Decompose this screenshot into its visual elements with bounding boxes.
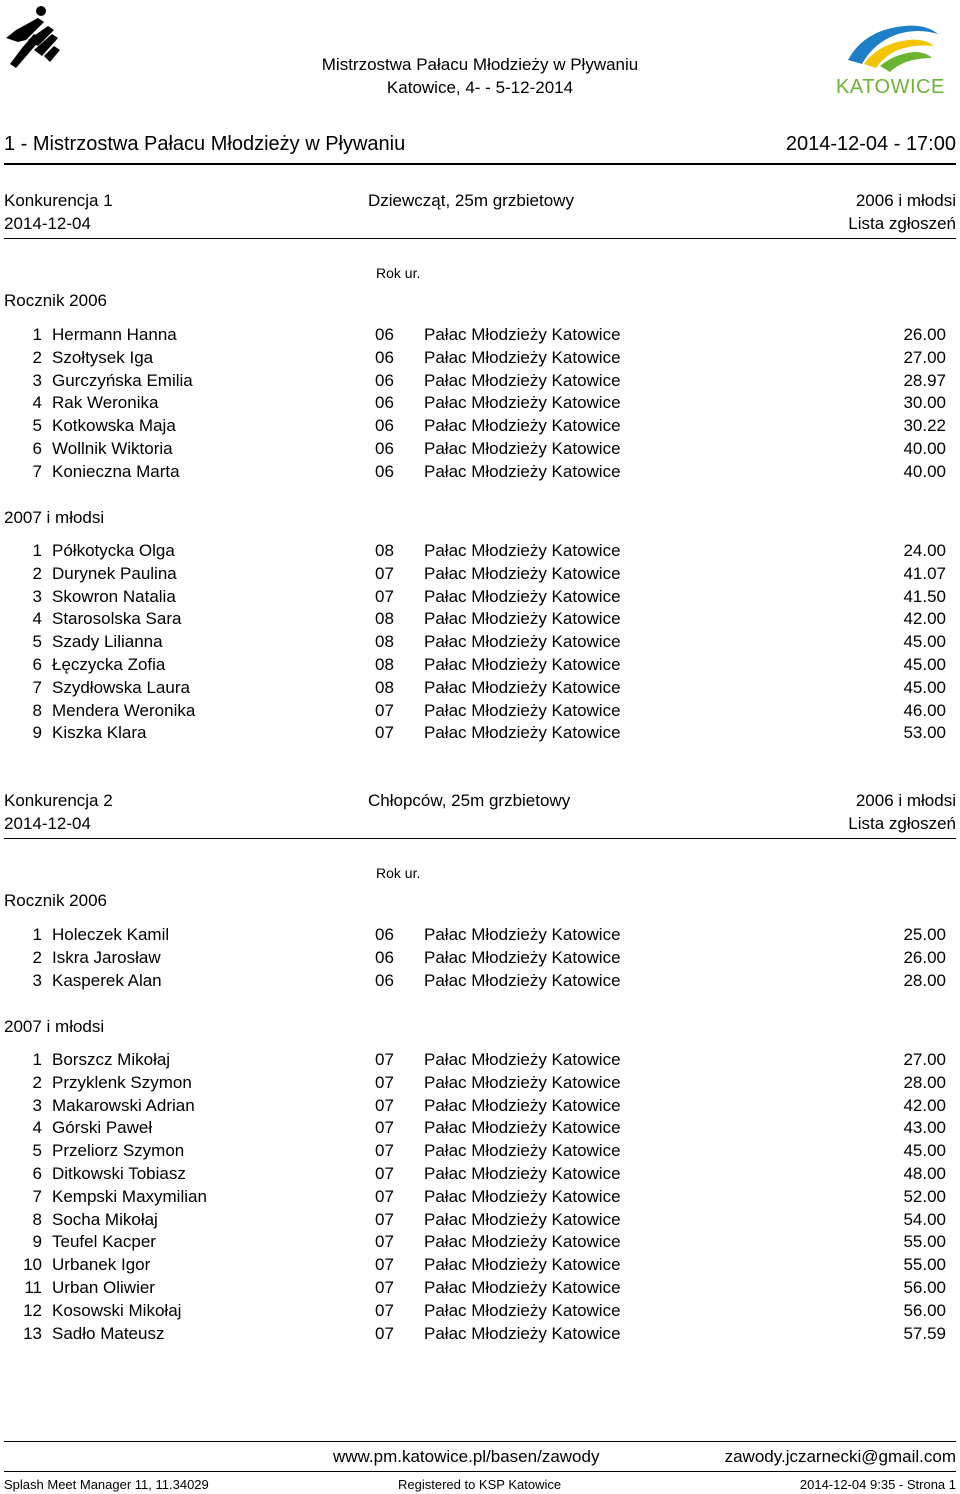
birth-year: 06 (375, 439, 394, 458)
birth-year: 07 (375, 1141, 394, 1161)
group-title: Rocznik 2006 (4, 891, 108, 910)
club-name: Pałac Młodzieży Katowice (424, 1255, 621, 1275)
entry-time: 45.00 (903, 1141, 946, 1161)
entry-time: 57.59 (903, 1323, 946, 1343)
swimmer-name: Kasperek Alan (52, 970, 162, 990)
footer-divider-bottom (4, 1471, 956, 1472)
club-name: Pałac Młodzieży Katowice (424, 1186, 621, 1206)
entry-place: 2 (32, 563, 42, 583)
competition-divider (4, 838, 956, 839)
swimmer-name: Kempski Maxymilian (52, 1186, 207, 1206)
swimmer-name: Szołtysek Iga (52, 347, 154, 367)
club-name: Pałac Młodzieży Katowice (424, 416, 621, 436)
footer-divider (4, 1441, 956, 1442)
competition-number: Konkurencja 2 (4, 791, 113, 810)
swimmer-name: Holeczek Kamil (52, 925, 170, 944)
entry-row (0, 632, 960, 655)
entry-place: 2 (32, 1072, 42, 1092)
birth-year: 06 (375, 347, 394, 367)
club-name: Pałac Młodzieży Katowice (424, 1232, 621, 1252)
entry-row (0, 1073, 960, 1096)
footer-software: Splash Meet Manager 11, 11.34029 (4, 1477, 209, 1492)
entry-time: 45.00 (903, 655, 946, 674)
club-name: Pałac Młodzieży Katowice (424, 393, 621, 413)
entry-time: 45.00 (903, 677, 946, 697)
year-column-header: Rok ur. (376, 265, 421, 281)
swimmer-name: Rak Weronika (52, 393, 159, 413)
swimmer-name: Szydłowska Laura (52, 677, 190, 697)
swimmer-name: Starosolska Sara (52, 609, 182, 629)
footer-email-link[interactable]: zawody.jczarnecki@gmail.com (724, 1447, 956, 1466)
footer-printed-page: 2014-12-04 9:35 - Strona 1 (799, 1477, 956, 1492)
swimmer-name: Sadło Mateusz (52, 1323, 165, 1343)
entry-place: 3 (32, 370, 42, 390)
entry-row (0, 678, 960, 701)
swimmer-name: Wollnik Wiktoria (52, 439, 173, 458)
birth-year: 06 (375, 970, 394, 990)
birth-year: 07 (375, 1255, 394, 1275)
birth-year: 07 (375, 1278, 394, 1297)
club-name: Pałac Młodzieży Katowice (424, 1278, 621, 1297)
entry-row (0, 1187, 960, 1210)
entry-place: 5 (32, 1141, 42, 1161)
birth-year: 07 (375, 1050, 394, 1069)
footer-registered: Registered to KSP Katowice (398, 1477, 562, 1492)
entry-place: 2 (32, 347, 42, 367)
swimmer-name: Urban Oliwier (52, 1278, 155, 1297)
entry-place: 7 (32, 1186, 42, 1206)
birth-year: 06 (375, 461, 394, 481)
entry-time: 30.22 (903, 416, 946, 436)
birth-year: 07 (375, 1186, 394, 1206)
club-name: Pałac Młodzieży Katowice (424, 1164, 621, 1183)
birth-year: 06 (375, 947, 394, 967)
entry-time: 41.07 (903, 563, 946, 583)
entry-row (0, 655, 960, 678)
entry-row (0, 1324, 960, 1347)
entry-time: 55.00 (903, 1232, 946, 1252)
swimmer-name: Łęczycka Zofia (52, 655, 166, 674)
entry-row (0, 393, 960, 416)
entry-place: 4 (32, 393, 42, 413)
birth-year: 07 (375, 1232, 394, 1252)
entry-place: 8 (32, 700, 42, 720)
competition-name: Chłopców, 25m grzbietowy (368, 791, 571, 810)
entry-place: 12 (23, 1300, 42, 1320)
swimmer-name: Kotkowska Maja (52, 416, 176, 436)
katowice-logo-text: KATOWICE (836, 76, 945, 98)
competition-list-type: Lista zgłoszeń (848, 214, 956, 233)
entry-place: 8 (32, 1209, 42, 1229)
birth-year: 07 (375, 1164, 394, 1183)
birth-year: 06 (375, 325, 394, 344)
swimmer-name: Socha Mikołaj (52, 1209, 158, 1229)
birth-year: 06 (375, 416, 394, 436)
entry-row (0, 1232, 960, 1255)
swimmer-name: Konieczna Marta (52, 461, 180, 481)
group-title: 2007 i młodsi (4, 1017, 105, 1036)
competition-divider (4, 238, 956, 239)
club-name: Pałac Młodzieży Katowice (424, 1118, 621, 1138)
club-name: Pałac Młodzieży Katowice (424, 723, 621, 743)
entry-place: 10 (23, 1255, 42, 1275)
entry-row (0, 1164, 960, 1187)
entry-row (0, 723, 960, 746)
club-name: Pałac Młodzieży Katowice (424, 325, 621, 344)
entry-time: 40.00 (903, 461, 946, 481)
swimmer-name: Przeliorz Szymon (52, 1141, 185, 1161)
birth-year: 07 (375, 1209, 394, 1229)
session-divider (4, 163, 956, 165)
birth-year: 06 (375, 393, 394, 413)
year-column-header: Rok ur. (376, 865, 421, 881)
entry-time: 56.00 (903, 1278, 946, 1297)
footer-website-link[interactable]: www.pm.katowice.pl/basen/zawody (333, 1447, 600, 1466)
birth-year: 08 (375, 609, 394, 629)
competition-date: 2014-12-04 (4, 214, 91, 233)
club-name: Pałac Młodzieży Katowice (424, 970, 621, 990)
entry-place: 5 (32, 416, 42, 436)
entry-row (0, 371, 960, 394)
club-name: Pałac Młodzieży Katowice (424, 632, 621, 652)
entry-row (0, 1255, 960, 1278)
swimmer-name: Teufel Kacper (52, 1232, 156, 1252)
entry-place: 5 (32, 632, 42, 652)
swimmer-name: Mendera Weronika (52, 700, 196, 720)
entry-row (0, 348, 960, 371)
session-datetime: 2014-12-04 - 17:00 (785, 133, 956, 155)
birth-year: 08 (375, 632, 394, 652)
swimmer-name: Makarowski Adrian (52, 1095, 195, 1115)
entry-row (0, 948, 960, 971)
entry-time: 56.00 (903, 1300, 946, 1320)
birth-year: 07 (375, 586, 394, 606)
entry-place: 1 (32, 325, 42, 344)
entry-time: 27.00 (903, 1050, 946, 1069)
entry-time: 24.00 (903, 541, 946, 560)
entry-time: 42.00 (903, 1095, 946, 1115)
entry-time: 28.97 (903, 370, 946, 390)
swimmer-name: Urbanek Igor (52, 1255, 151, 1275)
entry-place: 3 (32, 586, 42, 606)
group-title: 2007 i młodsi (4, 508, 105, 527)
entry-place: 4 (32, 1118, 42, 1138)
entry-place: 6 (32, 1164, 42, 1183)
swimmer-name: Skowron Natalia (52, 586, 176, 606)
swimmer-name: Kiszka Klara (52, 723, 147, 743)
entry-row (0, 1141, 960, 1164)
club-name: Pałac Młodzieży Katowice (424, 655, 621, 674)
entry-row (0, 1050, 960, 1073)
swimmer-name: Iskra Jarosław (52, 947, 161, 967)
entry-row (0, 462, 960, 485)
entry-row (0, 1301, 960, 1324)
entry-place: 4 (32, 609, 42, 629)
entry-row (0, 416, 960, 439)
entry-row (0, 971, 960, 994)
entry-place: 9 (32, 1232, 42, 1252)
competition-name: Dziewcząt, 25m grzbietowy (368, 191, 574, 210)
swimmer-name: Borszcz Mikołaj (52, 1050, 171, 1069)
entry-row (0, 1278, 960, 1301)
meet-location-dates: Katowice, 4- - 5-12-2014 (386, 78, 574, 97)
entry-row (0, 564, 960, 587)
swimmer-name: Durynek Paulina (52, 563, 177, 583)
entry-place: 2 (32, 947, 42, 967)
entry-row (0, 325, 960, 348)
club-name: Pałac Młodzieży Katowice (424, 925, 621, 944)
entry-place: 6 (32, 439, 42, 458)
entry-place: 13 (23, 1323, 42, 1343)
entry-time: 28.00 (903, 970, 946, 990)
entry-place: 1 (32, 541, 42, 560)
entry-row (0, 1210, 960, 1233)
club-name: Pałac Młodzieży Katowice (424, 347, 621, 367)
entry-time: 48.00 (903, 1164, 946, 1183)
entry-place: 3 (32, 970, 42, 990)
birth-year: 06 (375, 925, 394, 944)
swimmer-name: Półkotycka Olga (52, 541, 175, 560)
birth-year: 07 (375, 723, 394, 743)
entry-time: 55.00 (903, 1255, 946, 1275)
club-name: Pałac Młodzieży Katowice (424, 947, 621, 967)
birth-year: 07 (375, 1300, 394, 1320)
entry-time: 28.00 (903, 1072, 946, 1092)
session-title: 1 - Mistrzostwa Pałacu Młodzieży w Pływaniu (4, 133, 406, 155)
entry-place: 7 (32, 461, 42, 481)
entry-time: 41.50 (903, 586, 946, 606)
birth-year: 07 (375, 1323, 394, 1343)
club-name: Pałac Młodzieży Katowice (424, 1323, 621, 1343)
birth-year: 07 (375, 1118, 394, 1138)
swimmer-name: Hermann Hanna (52, 325, 177, 344)
club-name: Pałac Młodzieży Katowice (424, 370, 621, 390)
swimmer-name: Górski Paweł (52, 1118, 153, 1138)
birth-year: 07 (375, 563, 394, 583)
club-name: Pałac Młodzieży Katowice (424, 541, 621, 560)
entry-row (0, 1096, 960, 1119)
entry-place: 1 (32, 925, 42, 944)
entry-row (0, 541, 960, 564)
swimmer-name: Ditkowski Tobiasz (52, 1164, 186, 1183)
swimmer-name: Kosowski Mikołaj (52, 1300, 182, 1320)
club-name: Pałac Młodzieży Katowice (424, 461, 621, 481)
birth-year: 08 (375, 677, 394, 697)
birth-year: 07 (375, 700, 394, 720)
swimmer-name: Szady Lilianna (52, 632, 163, 652)
entry-time: 45.00 (903, 632, 946, 652)
club-name: Pałac Młodzieży Katowice (424, 1072, 621, 1092)
club-name: Pałac Młodzieży Katowice (424, 677, 621, 697)
entry-place: 6 (32, 655, 42, 674)
entry-time: 54.00 (903, 1209, 946, 1229)
entry-time: 43.00 (903, 1118, 946, 1138)
entry-time: 42.00 (903, 609, 946, 629)
competition-number: Konkurencja 1 (4, 191, 113, 210)
entry-row (0, 609, 960, 632)
club-name: Pałac Młodzieży Katowice (424, 439, 621, 458)
entry-row (0, 701, 960, 724)
entry-time: 30.00 (903, 393, 946, 413)
club-name: Pałac Młodzieży Katowice (424, 563, 621, 583)
competition-list-type: Lista zgłoszeń (848, 814, 956, 833)
entry-row (0, 1118, 960, 1141)
entry-place: 11 (24, 1278, 42, 1297)
club-name: Pałac Młodzieży Katowice (424, 1209, 621, 1229)
entry-time: 27.00 (903, 347, 946, 367)
group-title: Rocznik 2006 (4, 291, 108, 310)
entry-row (0, 925, 960, 948)
entry-time: 46.00 (903, 700, 946, 720)
entry-place: 1 (32, 1050, 42, 1069)
club-name: Pałac Młodzieży Katowice (424, 1050, 621, 1069)
club-name: Pałac Młodzieży Katowice (424, 609, 621, 629)
club-name: Pałac Młodzieży Katowice (424, 1300, 621, 1320)
competition-date: 2014-12-04 (4, 814, 91, 833)
entry-row (0, 439, 960, 462)
club-name: Pałac Młodzieży Katowice (424, 1095, 621, 1115)
club-name: Pałac Młodzieży Katowice (424, 586, 621, 606)
entry-time: 52.00 (903, 1186, 946, 1206)
entry-time: 26.00 (903, 947, 946, 967)
swimmer-name: Gurczyńska Emilia (52, 370, 193, 390)
entry-time: 40.00 (903, 439, 946, 458)
entry-place: 9 (32, 723, 42, 743)
entry-time: 53.00 (903, 723, 946, 743)
birth-year: 06 (375, 370, 394, 390)
swimmer-name: Przyklenk Szymon (52, 1072, 192, 1092)
meet-title: Mistrzostwa Pałacu Młodzieży w Pływaniu (321, 55, 639, 74)
competition-age: 2006 i młodsi (855, 191, 956, 210)
birth-year: 08 (375, 541, 394, 560)
club-name: Pałac Młodzieży Katowice (424, 1141, 621, 1161)
birth-year: 08 (375, 655, 394, 674)
entry-time: 25.00 (903, 925, 946, 944)
club-name: Pałac Młodzieży Katowice (424, 700, 621, 720)
entry-place: 3 (32, 1095, 42, 1115)
birth-year: 07 (375, 1095, 394, 1115)
entry-row (0, 587, 960, 610)
entry-time: 26.00 (903, 325, 946, 344)
birth-year: 07 (375, 1072, 394, 1092)
entry-place: 7 (32, 677, 42, 697)
competition-age: 2006 i młodsi (855, 791, 956, 810)
